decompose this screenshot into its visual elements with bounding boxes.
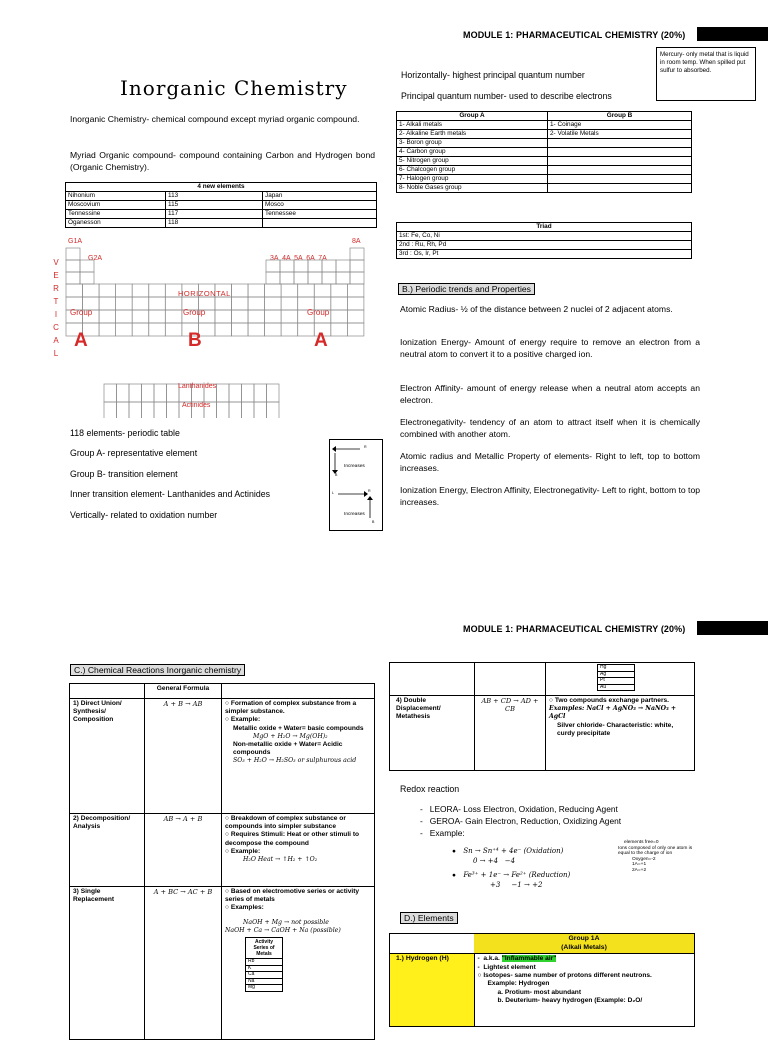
module-header-2: MODULE 1: PHARMACEUTICAL CHEMISTRY (20%)	[463, 624, 686, 634]
grid-cell	[265, 297, 282, 310]
lanthanide-cell	[104, 384, 117, 402]
table-row: 8- Noble Gases group	[397, 184, 692, 193]
table-row: 5- Nitrogen group	[397, 157, 692, 166]
redox-list	[420, 803, 621, 839]
table-row: 2) Decomposition/ Analysis AB → A + B ○ Breakdown of complex substance or compounds into simpler substance ○ Requires Stimuli: Heat or other stimuli to decompose the compound ○ Example: H₂O Heat → ↑H₂ + ↑O₂	[70, 814, 375, 887]
section-b-heading: B.) Periodic trends and Properties	[398, 283, 535, 295]
grid-cell	[165, 323, 182, 336]
table-row: 3- Boron group	[397, 139, 692, 148]
table-row: 1) Direct Union/ Synthesis/ Composition A + B → AB ○ Formation of complex substance from a simpler substance. ○ Example: Metallic oxide + Water= basic compounds MgO + H₂O → Mg(OH)₂ Non-metallic oxide + Water= Acidic compounds SO₃ + H₂O → H₂SO₃ or sulphurous acid	[70, 699, 375, 814]
lanthanide-cell	[117, 402, 130, 418]
table-row: 1- Alkali metals 1- Coinage	[397, 121, 692, 130]
alkali-metals-header: (Alkali Metals)	[561, 943, 607, 951]
new-elements-table	[65, 182, 377, 228]
grid-cell	[149, 284, 166, 297]
grid-cell	[149, 323, 166, 336]
triad-header: Triad	[397, 223, 692, 232]
trend-left-right: Ionization Energy, Electron Affinity, Electronegativity- Left to right, bottom to top increases.	[400, 485, 700, 507]
grid-cell	[331, 323, 348, 336]
increases-label-1: Increases	[344, 464, 365, 469]
grid-cell	[165, 297, 182, 310]
reaction4-table	[389, 662, 695, 771]
general-formula-header: General Formula	[145, 684, 222, 699]
groups-header-b: Group B	[548, 112, 692, 121]
grid-cell	[232, 323, 249, 336]
line-vertically: Vertically- related to oxidation number	[70, 510, 218, 520]
line-horizontally: Horizontally- highest principal quantum number	[401, 70, 585, 80]
grid-cell	[248, 323, 265, 336]
grid-cell	[215, 323, 232, 336]
new-elements-header: 4 new elements	[66, 183, 377, 192]
lanthanide-cell	[267, 384, 280, 402]
table-row: Tennessine 117 Tennessee	[66, 210, 377, 219]
reactions-table	[69, 683, 375, 1040]
triad-table	[396, 222, 692, 259]
activity-series-table: Activity Series of Metals Rb K Ca Na Mg	[245, 937, 283, 992]
lanthanide-cell	[242, 384, 255, 402]
grid-cell	[347, 323, 364, 336]
grid-cell	[281, 284, 298, 297]
label-groups-right: 3A 4A 5A 6A 7A	[270, 255, 327, 262]
grid-cell	[265, 284, 282, 297]
grid-cell	[265, 323, 282, 336]
redox-eq2-charges: +3 −1 → +2	[490, 881, 543, 889]
trend-electron-affinity: Electron Affinity- amount of energy release when a neutral atom accepts an electron.	[400, 383, 700, 405]
label-8a: 8A	[352, 238, 361, 245]
grid-cell	[232, 284, 249, 297]
table-row: 4- Carbon group	[397, 148, 692, 157]
table-row: Oganesson 118	[66, 219, 377, 228]
grid-cell	[281, 310, 298, 323]
lanthanide-cell	[254, 384, 267, 402]
periodic-table-diagram	[50, 238, 370, 418]
trend-arrow-box	[329, 439, 383, 531]
grid-cell	[83, 284, 100, 297]
lanthanide-cell	[129, 402, 142, 418]
trend-ionization: Ionization Energy- Amount of energy require to remove an electron from a neutral atom to convert it to a positive charged ion.	[400, 337, 700, 359]
label-a-right: A	[314, 330, 328, 351]
label-actinides: Actinides	[182, 402, 211, 409]
group1a-header: Group 1A	[568, 935, 600, 942]
table-row: Moscovium 115 Mosco	[66, 201, 377, 210]
grid-cell	[116, 284, 133, 297]
elements-table	[389, 933, 695, 1027]
grid-cell	[99, 310, 116, 323]
list-item: - Example:	[420, 828, 465, 838]
grid-cell	[165, 310, 182, 323]
grid-cell	[281, 323, 298, 336]
line-inner-transition: Inner transition element- Lanthanides and Actinides	[70, 489, 271, 499]
paragraph-myriad: Myriad Organic compound- compound containing Carbon and Hydrogen bond (Organic Chemistry).	[70, 150, 375, 172]
grid-cell	[347, 310, 364, 323]
mercury-note: Mercury- only metal that is liquid in room temp. When spilled put sulfur to absorbed.	[656, 47, 756, 101]
header-bar	[697, 27, 768, 41]
vertical-label: V E R T I C A L	[53, 258, 59, 358]
paragraph-inorganic: Inorganic Chemistry- chemical compound except myriad organic compound.	[70, 114, 360, 124]
table-row: Nihonium 113 Japan	[66, 192, 377, 201]
lanthanide-cell	[117, 384, 130, 402]
groups-header-a: Group A	[397, 112, 548, 121]
lanthanide-cell	[129, 384, 142, 402]
label-a-left: A	[74, 330, 88, 351]
grid-cell	[298, 284, 315, 297]
table-row: 4) Double Displacement/ Metathesis AB + CD → AD + CB ○ Two compounds exchange partners. Examples: NaCl + AgNO₃ → NaNO₃ + AgCl Silver chloride- Characteristic: white, curdy precipitate	[390, 696, 695, 771]
grid-cell	[215, 297, 232, 310]
grid-cell	[99, 284, 116, 297]
lanthanide-cell	[142, 402, 155, 418]
grid-cell	[99, 297, 116, 310]
grid-cell	[215, 310, 232, 323]
redox-eq1: ● Sn → Sn⁺⁴ + 4e⁻ (Oxidation)	[452, 847, 564, 855]
line-group-b: Group B- transition element	[70, 469, 178, 479]
table-row: 3) Single Replacement A + BC → AC + B ○ Based on electromotive series or activity series of metals ○ Examples: NaOH + Mg → not possible NaOH + Ca → CaOH + Na (possible) Activity Series of Metals Rb K Ca Na Mg	[70, 887, 375, 1040]
table-row: 6- Chalcogen group	[397, 166, 692, 175]
lanthanide-cell	[154, 402, 167, 418]
redox-eq1-charges: 0 → +4 −4	[473, 857, 516, 865]
grid-cell	[132, 297, 149, 310]
grid-cell	[331, 310, 348, 323]
grid-cell	[281, 297, 298, 310]
lanthanide-cell	[217, 384, 230, 402]
label-lanthanides: Lanthanides	[178, 383, 217, 390]
line-quantum: Principal quantum number- used to describe electrons	[401, 91, 612, 101]
line-118-elements: 118 elements- periodic table	[70, 428, 180, 438]
grid-cell	[314, 284, 331, 297]
label-b: B	[188, 330, 202, 351]
b-label-2: B	[372, 520, 375, 524]
table-row: 3rd : Os, Ir, Pt	[397, 250, 692, 259]
lanthanide-cell	[242, 402, 255, 418]
header-bar-2	[697, 621, 768, 635]
grid-cell	[149, 310, 166, 323]
section-c-heading: C.) Chemical Reactions Inorganic chemistry	[70, 664, 245, 676]
lanthanide-cell	[267, 402, 280, 418]
lanthanide-cell	[104, 402, 117, 418]
metals-list: Hg Ag Pt Au	[597, 664, 635, 691]
module-header: MODULE 1: PHARMACEUTICAL CHEMISTRY (20%)	[463, 30, 686, 40]
trend-electronegativity: Electronegativity- tendency of an atom to attract itself when it is chemically combined with another atom.	[400, 417, 700, 439]
lanthanide-cell	[167, 402, 180, 418]
trend-atomic-radius: Atomic Radius- ½ of the distance between 2 nuclei of 2 adjacent atoms.	[400, 304, 673, 314]
grid-cell	[298, 323, 315, 336]
grid-cell	[347, 284, 364, 297]
list-item: - LEORA- Loss Electron, Oxidation, Reducing Agent	[420, 804, 618, 814]
grid-svg	[50, 238, 370, 418]
lanthanide-cell	[229, 402, 242, 418]
line-group-a: Group A- representative element	[70, 448, 198, 458]
grid-cell	[248, 284, 265, 297]
lanthanide-cell	[154, 384, 167, 402]
label-group-right: Group	[307, 308, 330, 317]
lanthanide-cell	[254, 402, 267, 418]
lanthanide-cell	[229, 384, 242, 402]
list-item: - GEROA- Gain Electron, Reduction, Oxidizing Agent	[420, 816, 622, 826]
grid-cell	[132, 284, 149, 297]
grid-cell	[132, 310, 149, 323]
label-g1a: G1A	[68, 238, 83, 245]
redox-title: Redox reaction	[400, 784, 460, 794]
groups-table	[396, 111, 692, 193]
redox-side-note: elements free=0 Ions composed of only one atom is equal to the charge of ion Oxygen=-2 1A=+1 2A=+2	[618, 840, 693, 873]
table-row: 1st: Fe, Co, Ni	[397, 232, 692, 241]
label-horizontal: HORIZONTAL	[178, 289, 231, 298]
grid-cell	[232, 297, 249, 310]
label-group-middle: Group	[183, 308, 206, 317]
section-d-heading: D.) Elements	[400, 912, 458, 924]
grid-cell	[149, 297, 166, 310]
grid-cell	[265, 310, 282, 323]
grid-cell	[248, 310, 265, 323]
grid-cell	[116, 297, 133, 310]
page-title: Inorganic Chemistry	[120, 76, 348, 100]
table-row: 7- Halogen group	[397, 175, 692, 184]
grid-cell	[232, 310, 249, 323]
grid-cell	[248, 297, 265, 310]
grid-cell	[331, 284, 348, 297]
b-label-1: B	[335, 473, 338, 477]
table-row: 2nd : Ru, Rh, Pd	[397, 241, 692, 250]
trend-atomic-metallic: Atomic radius and Metallic Property of elements- Right to left, top to bottom increases.	[400, 451, 700, 473]
r-label-2: R	[368, 489, 371, 493]
table-row: 1.) Hydrogen (H) - a.k.a. "Inflammable air" - Lightest element ○ Isotopes- same number of protons different neutrons. Example: Hydrogen a. Protium- most abundant b. Deuterium- heavy hydrogen (Example: D₂O/	[390, 954, 695, 1027]
table-row: 2- Alkaline Earth metals 2- Volatile Metals	[397, 130, 692, 139]
label-g2a: G2A	[88, 255, 103, 262]
r-label: R	[364, 445, 367, 449]
grid-cell	[99, 323, 116, 336]
grid-cell	[347, 297, 364, 310]
lanthanide-cell	[142, 384, 155, 402]
grid-cell	[331, 297, 348, 310]
grid-cell	[66, 284, 83, 297]
grid-cell	[132, 323, 149, 336]
increases-label-2: Increases	[344, 512, 365, 517]
lanthanide-cell	[217, 402, 230, 418]
grid-cell	[116, 310, 133, 323]
grid-cell	[116, 323, 133, 336]
l-label: L	[332, 491, 334, 495]
label-group-left: Group	[70, 308, 93, 317]
redox-eq2: ● Fe³⁺ + 1e⁻ → Fe²⁺ (Reduction)	[452, 871, 571, 879]
